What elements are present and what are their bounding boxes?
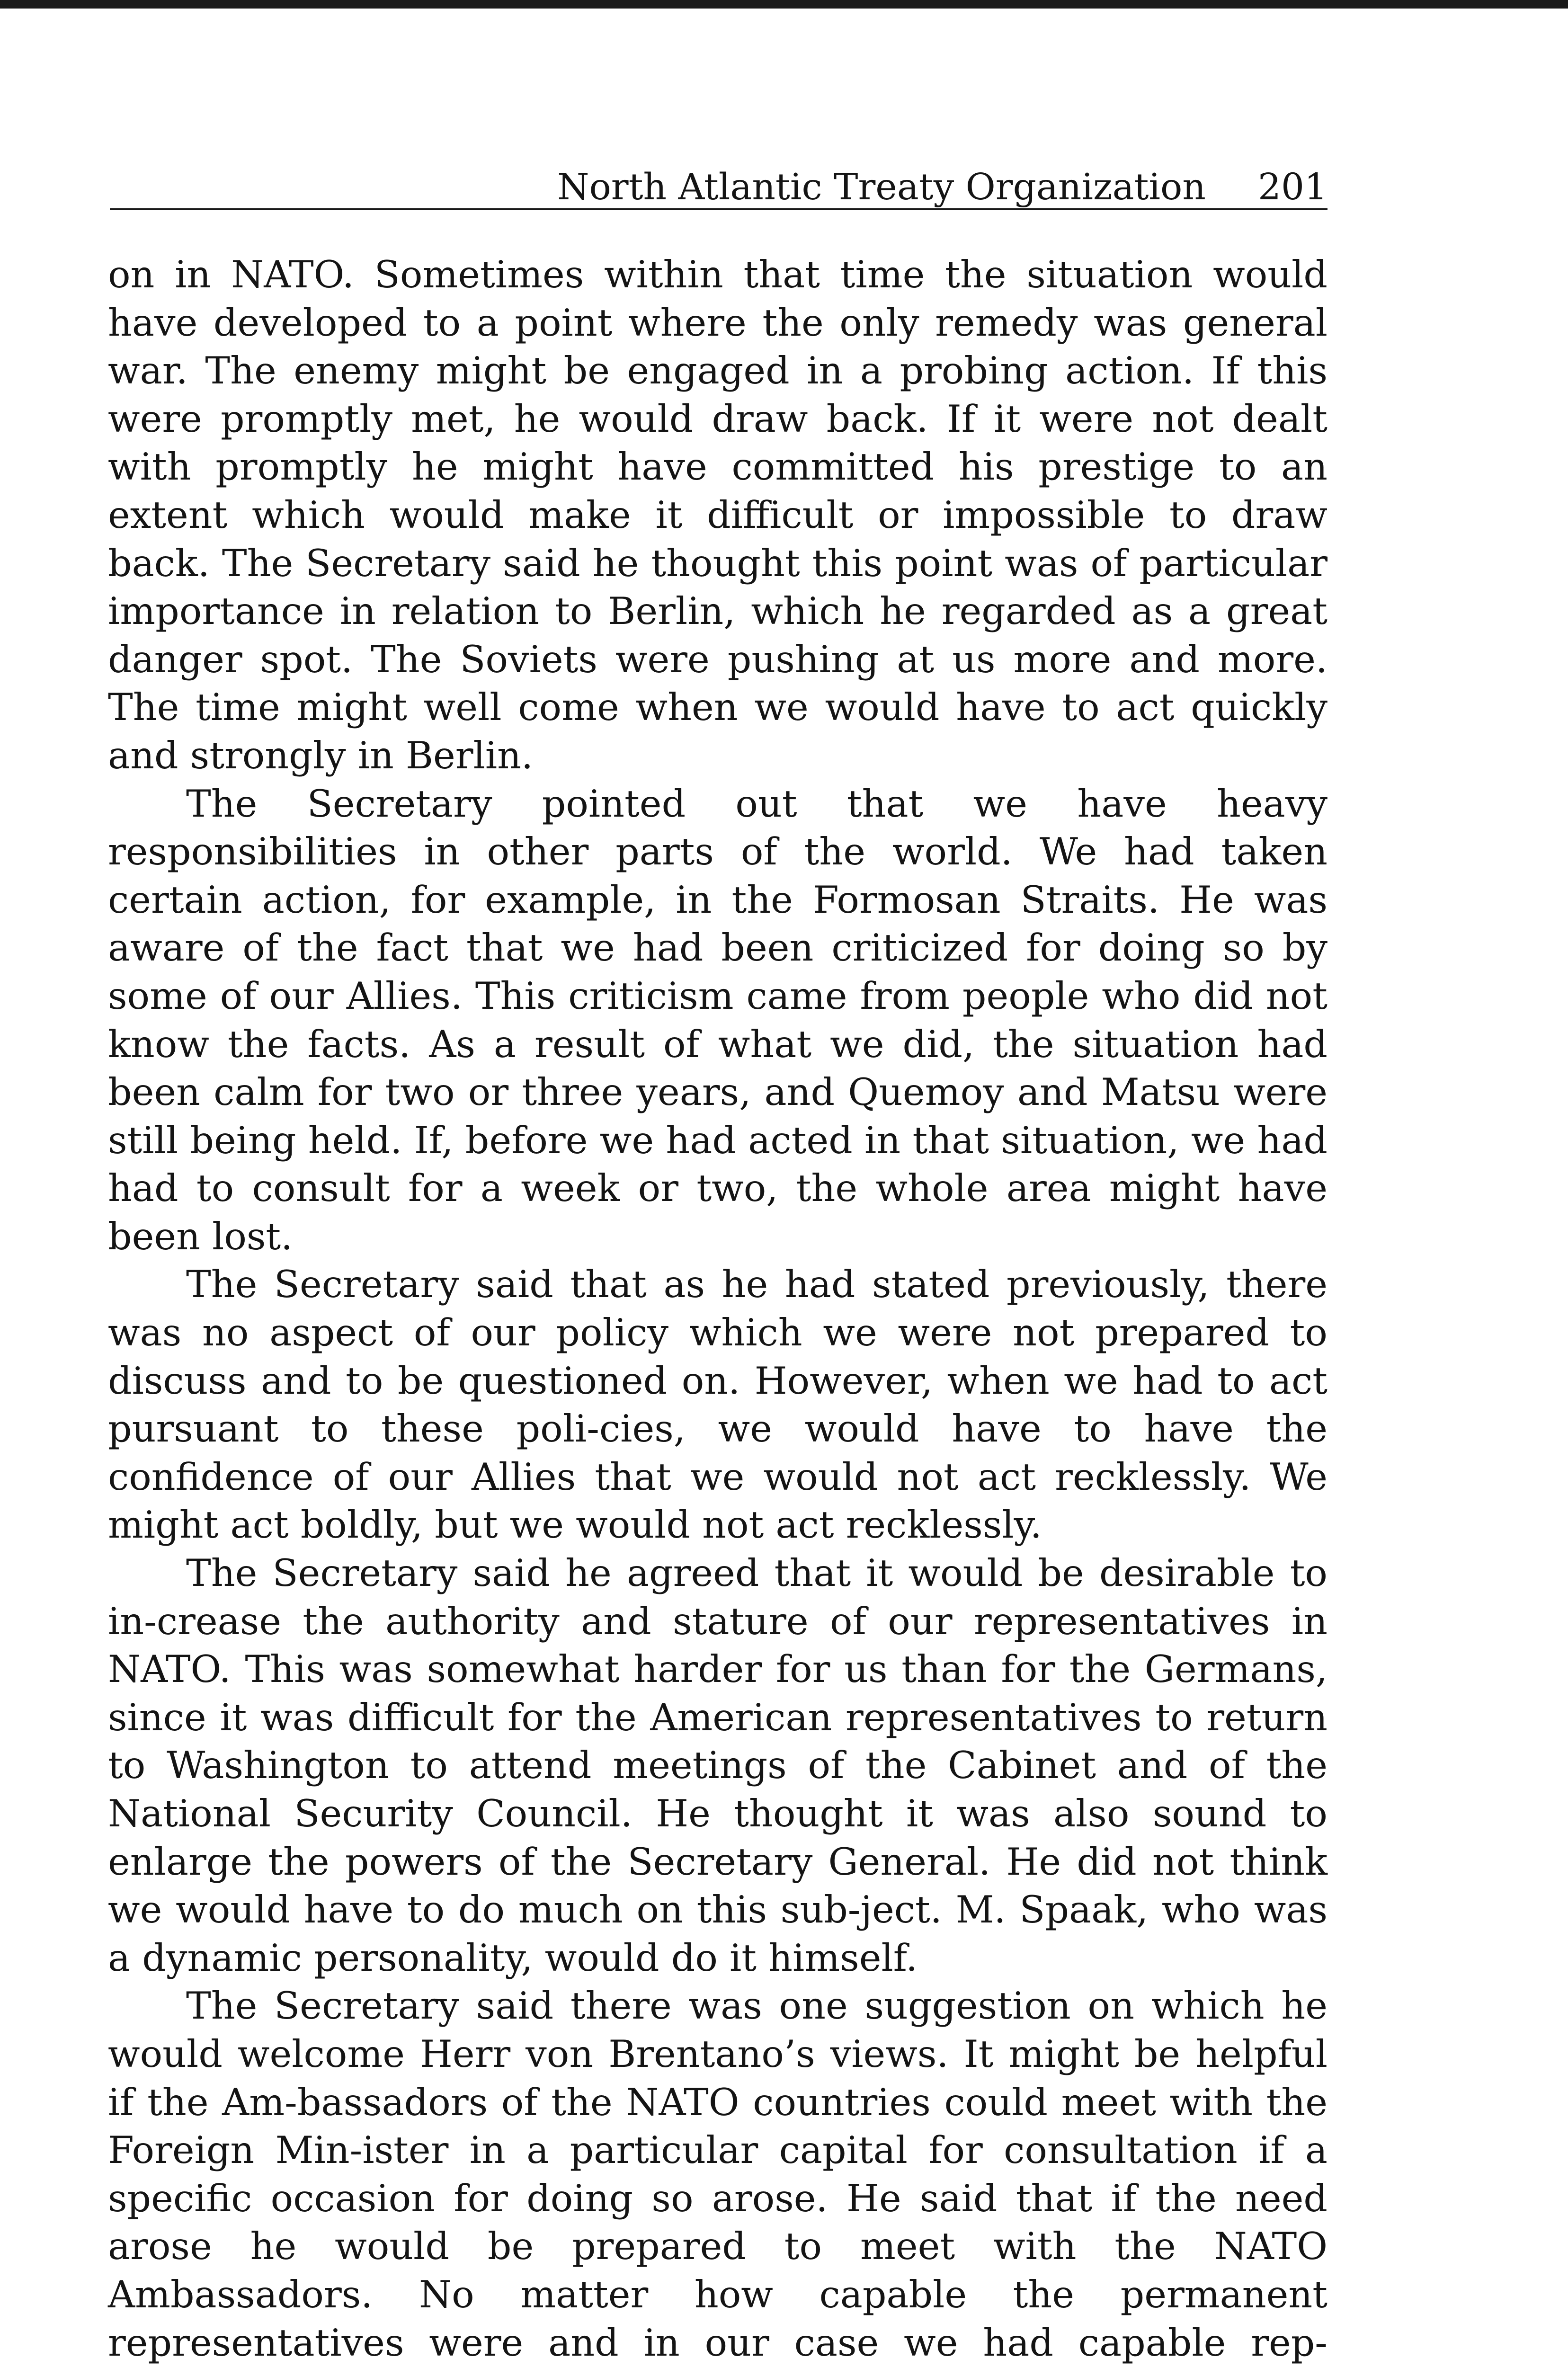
paragraph: The Secretary said that as he had stated previously, there was no aspect of our policy which we were not prepared to discuss and to be questioned on. However, when we had to act pursuant to these poli-cies, we would have to have the confidence of our Allies that we would not act recklessly. We might act boldly, but we would not act recklessly. <box>108 1263 1327 1547</box>
paragraph: The Secretary said there was one suggestion on which he would welcome Herr von Brentano’s views. It might be helpful if the Am-bassadors of the NATO countries could meet with the Foreign Min-ister in a particular capital for consultation if a specific occasion for doing so arose. He said that if the need arose he would be prepared to meet with the NATO Ambassadors. No matter how capable the permanent representatives were and in our case we had capable rep- <box>108 1984 1327 2365</box>
paragraph: The Secretary pointed out that we have heavy responsibilities in other parts of the world. We had taken certain action, for example, in the Formosan Straits. He was aware of the fact that we had been criticized for doing so by some of our Allies. This criticism came from people who did not know the facts. As a result of what we did, the situation had been calm for two or three years, and Quemoy and Matsu were still being held. If, before we had acted in that situation, we had had to consult for a week or two, the whole area might have been lost. <box>108 782 1327 1258</box>
body-text <box>108 251 1327 2367</box>
page-top-edge <box>0 0 1568 9</box>
page-number: 201 <box>1258 166 1327 208</box>
page-header <box>110 156 1327 210</box>
paragraph: The Secretary said he agreed that it would be desirable to in-crease the authority and stature of our representatives in NATO. This was somewhat harder for us than for the Germans, since it was difficult for the American representatives to return to Washington to attend meetings of the Cabinet and of the National Security Council. He thought it was also sound to enlarge the powers of the Secretary General. He did not think we would have to do much on this sub-ject. M. Spaak, who was a dynamic personality, would do it himself. <box>108 1551 1327 1980</box>
running-head <box>557 166 1327 208</box>
paragraph: on in NATO. Sometimes within that time the situation would have developed to a point where the only remedy was general war. The enemy might be engaged in a probing action. If this were promptly met, he would draw back. If it were not dealt with promptly he might have committed his prestige to an extent which would make it difficult or impossible to draw back. The Secretary said he thought this point was of particular importance in relation to Berlin, which he regarded as a great danger spot. The Soviets were pushing at us more and more. The time might well come when we would have to act quickly and strongly in Berlin. <box>108 253 1327 777</box>
running-title: North Atlantic Treaty Organization <box>557 166 1206 208</box>
